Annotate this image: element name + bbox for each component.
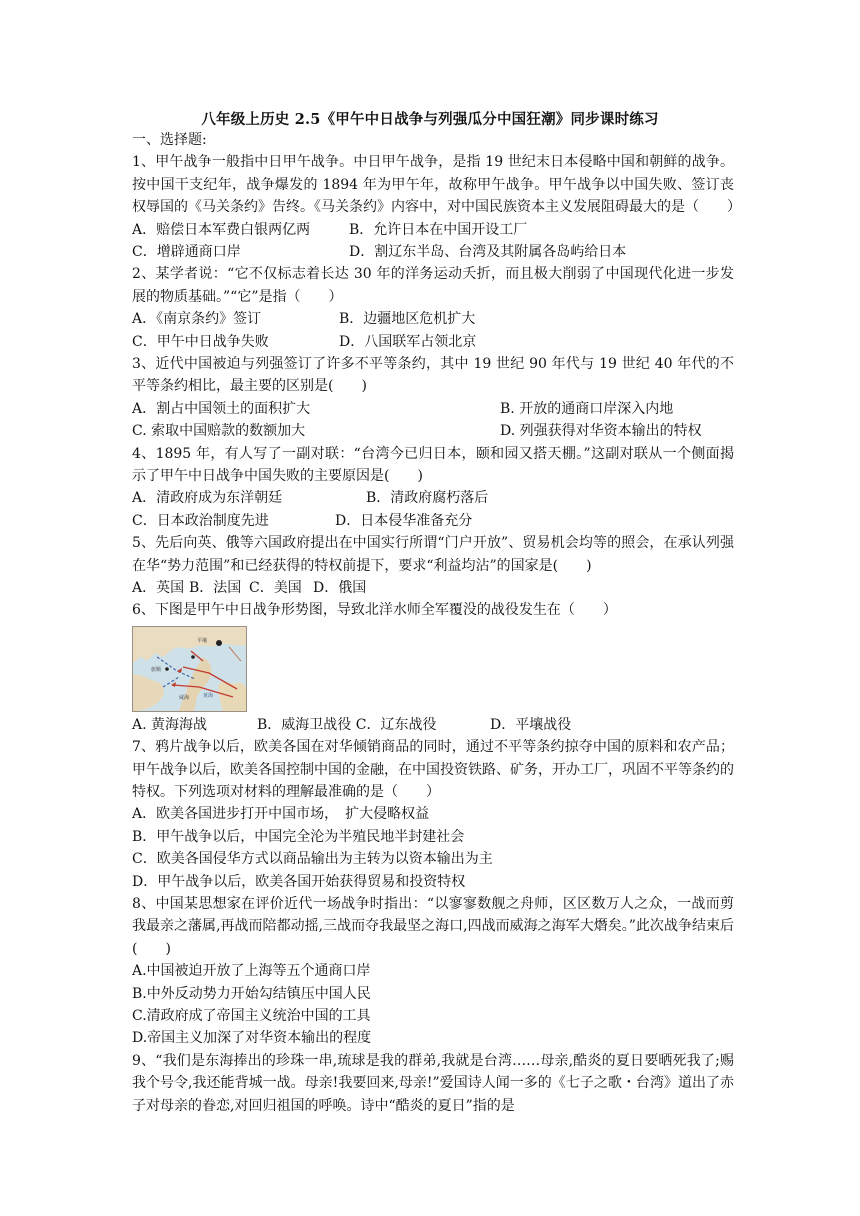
map-label-lushun: 旅顺	[151, 666, 162, 673]
map-label-weihai: 威海	[179, 694, 190, 701]
question-6-option-a[interactable]: A. 黄海海战	[132, 716, 208, 733]
question-1-option-d[interactable]: D．割辽东半岛、台湾及其附属各岛屿给日本	[349, 244, 627, 261]
map-label-pyongyang: 平壤	[197, 637, 208, 644]
question-4-option-d[interactable]: D．日本侵华准备充分	[335, 512, 473, 529]
question-3-option-b[interactable]: B. 开放的通商口岸深入内地	[500, 400, 674, 417]
question-2-stem: 2、某学者说：“它不仅标志着长达 30 年的洋务运动夭折，而且极大削弱了中国现代化进一步发展的物质基础。”“它”是指（ ）	[132, 266, 734, 305]
question-5-option-d[interactable]: D．俄国	[313, 580, 367, 596]
question-5-option-b[interactable]: B．法国	[189, 580, 242, 596]
section-heading: 一、选择题:	[132, 132, 207, 148]
question-4-options-row-2	[132, 510, 734, 532]
question-7-option-a[interactable]: A．欧美各国进步打开中国市场， 扩大侵略权益	[132, 806, 430, 823]
question-4-option-b[interactable]: B．清政府腐朽落后	[366, 490, 489, 507]
question-1-stem: 1、甲午战争一般指中日甲午战争。中日甲午战争，是指 19 世纪末日本侵略中国和朝鲜的战争。按中国干支纪年，战争爆发的 1894 年为甲午年，故称甲午战争。甲午战争以中国失败、签订丧权辱国的《马关条约》告终。《马关条约》内容中，对中国民族资本主义发展阻碍最大的是（ ）	[132, 154, 741, 216]
question-5-option-a[interactable]: A．英国	[132, 580, 185, 596]
question-1-options-row-1	[132, 219, 734, 241]
question-4-options-row-1	[132, 487, 734, 509]
question-4-option-c[interactable]: C．日本政治制度先进	[132, 512, 269, 529]
question-9-stem: 9、“我们是东海捧出的珍珠一串,琉球是我的群弟,我就是台湾……母亲,酷炎的夏日要晒死我了;赐我个号令,我还能背城一战。母亲!我要回来,母亲!”爱国诗人闻一多的《七子之歌・台湾》道出了赤子对母亲的眷恋,对回归祖国的呼唤。诗中“酷炎的夏日”指的是	[132, 1052, 734, 1114]
question-2-option-d[interactable]: D．八国联军占领北京	[339, 333, 477, 350]
question-3-option-d[interactable]: D. 列强获得对华资本输出的特权	[500, 423, 702, 440]
question-2-options-row-2	[132, 331, 734, 353]
question-8-option-b[interactable]: B.中外反动势力开始勾结镇压中国人民	[132, 985, 371, 1002]
question-2-option-b[interactable]: B．边疆地区危机扩大	[339, 311, 476, 328]
document-body	[132, 129, 741, 1117]
map-label-yellow-sea: 黄海	[203, 692, 214, 699]
question-8-option-d[interactable]: D.帝国主义加深了对华资本输出的程度	[132, 1030, 372, 1047]
question-7-option-b[interactable]: B．甲午战争以后，中国完全沦为半殖民地半封建社会	[132, 828, 465, 845]
question-3-stem: 3、近代中国被迫与列强签订了许多不平等条约，其中 19 世纪 90 年代与 19 世纪 40 年代的不平等条约相比，最主要的区别是( )	[132, 356, 734, 395]
war-situation-map	[132, 626, 247, 712]
question-6-option-d[interactable]: D．平壤战役	[490, 716, 572, 733]
question-1-option-b[interactable]: B．允许日本在中国开设工厂	[349, 221, 528, 238]
question-5-stem: 5、先后向英、俄等六国政府提出在中国实行所谓“门户开放”、贸易机会均等的照会，在承认列强在华“势力范围”和已经获得的特权前提下，要求“利益均沾”的国家是( )	[132, 535, 734, 574]
question-2-options-row-1	[132, 308, 734, 330]
question-1-option-c[interactable]: C．增辟通商口岸	[132, 244, 241, 261]
question-1-option-a[interactable]: A．赔偿日本军费白银两亿两	[132, 221, 311, 238]
question-5-option-c[interactable]: C．美国	[249, 580, 302, 596]
question-6-options-row	[132, 714, 734, 736]
question-3-option-c[interactable]: C. 索取中国赔款的数额加大	[132, 423, 306, 440]
question-2-option-a[interactable]: A．《南京条约》签订	[132, 311, 262, 328]
question-2-option-c[interactable]: C．甲午中日战争失败	[132, 333, 269, 350]
question-5-options-row	[132, 577, 734, 599]
question-7-option-c[interactable]: C．欧美各国侵华方式以商品输出为主转为以资本输出为主	[132, 851, 493, 868]
question-4-stem: 4、1895 年，有人写了一副对联：“台湾今已归日本，颐和园又搭天棚。”这副对联从一个侧面揭示了甲午中日战争中国失败的主要原因是( )	[132, 445, 734, 484]
question-6-option-bc[interactable]: B．威海卫战役 C．辽东战役	[257, 716, 437, 733]
war-map-figure	[133, 627, 246, 711]
question-3-option-a[interactable]: A．割占中国领土的面积扩大	[132, 400, 311, 417]
question-7-option-d[interactable]: D．甲午战争以后，欧美各国开始获得贸易和投资特权	[132, 873, 466, 890]
question-7-stem: 7、鸦片战争以后，欧美各国在对华倾销商品的同时，通过不平等条约掠夺中国的原料和农产品；甲午战争以后，欧美各国控制中国的金融，在中国投资铁路、矿务，开办工厂，巩固不平等条约的特权。下列选项对材料的理解最准确的是（ ）	[132, 739, 734, 800]
question-1-options-row-2	[132, 241, 734, 263]
question-8-option-c[interactable]: C.清政府成了帝国主义统治中国的工具	[132, 1008, 371, 1025]
document-title: 八年级上历史 2.5《甲午中日战争与列强瓜分中国狂潮》同步课时练习	[201, 111, 659, 128]
question-6-stem: 6、下图是甲午中日战争形势图，导致北洋水师全军覆没的战役发生在（ ）	[132, 602, 617, 619]
question-8-stem: 8、中国某思想家在评价近代一场战争时指出：“以寥寥数舰之舟师，区区数万人之众，一战而剪我最亲之藩属,再战而陪都动摇,三战而夺我最坚之海口,四战而威海之海军大熸矣。”此次战争结束后( )	[132, 896, 734, 957]
question-3-options-row-2	[132, 420, 734, 442]
question-4-option-a[interactable]: A．清政府成为东洋朝廷	[132, 490, 283, 507]
question-8-option-a[interactable]: A.中国被迫开放了上海等五个通商口岸	[132, 963, 371, 980]
question-3-options-row-1	[132, 398, 734, 420]
